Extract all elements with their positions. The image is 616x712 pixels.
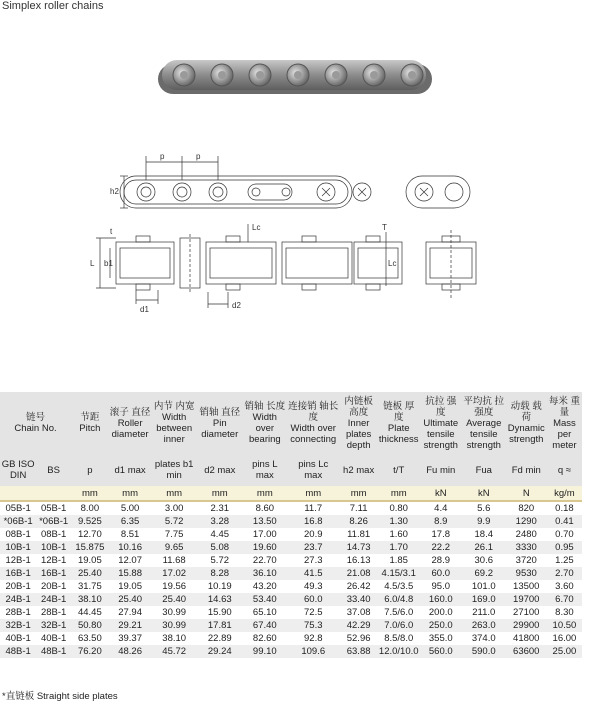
table-cell: 101.0 [471, 581, 496, 592]
table-cell: 17.81 [197, 619, 243, 632]
header-symbol: q ≈ [547, 454, 582, 486]
header-cell [243, 392, 287, 454]
chain-pin-head [408, 71, 416, 79]
table-cell: 4.5/3.5 [384, 581, 414, 592]
table-cell: 1.60 [389, 529, 408, 540]
table-cell: 560.0 [420, 645, 462, 658]
unit-cell: N [506, 486, 547, 501]
table-row [0, 567, 582, 580]
table-cell: 211.0 [472, 607, 496, 618]
table-cell: 19.05 [77, 555, 102, 566]
table-cell: 08B-1 [5, 529, 31, 540]
table-cell: 16B-1 [36, 567, 71, 580]
table-cell: 5.08 [197, 541, 243, 554]
table-cell: 53.40 [243, 593, 287, 606]
table-cell: 08B-1 [40, 529, 67, 540]
table-cell: 25.00 [547, 645, 582, 658]
header-en: Chain No. [14, 423, 57, 434]
header-symbol: GB ISO DIN [0, 454, 36, 486]
header-en: Plate thickness [378, 423, 419, 445]
header-cell [339, 392, 377, 454]
header-symbol: t/T [378, 454, 420, 486]
table-cell: 18.4 [474, 529, 493, 540]
table-cell: 9.65 [151, 541, 196, 554]
header-zh: 内链板 高度 [344, 395, 373, 418]
table-cell: 3720 [515, 555, 537, 566]
table-cell: 49.3 [304, 581, 323, 592]
table-cell: 8.9 [420, 515, 462, 528]
table-cell: 9530 [506, 567, 547, 580]
table-cell: 10.16 [109, 541, 152, 554]
chain-pin-head [256, 71, 264, 79]
header-en: Width over connecting [290, 423, 337, 445]
header-cell [506, 392, 547, 454]
table-cell: 19.05 [118, 581, 142, 592]
header-row [0, 392, 582, 454]
label-b1: b1 [104, 259, 113, 268]
table-cell: 23.7 [287, 541, 339, 554]
table-cell: 20B-1 [5, 581, 31, 592]
table-cell: 20.9 [304, 529, 323, 540]
label-L: L [90, 259, 95, 268]
table-cell: 12B-1 [5, 555, 31, 566]
table-cell: 11.7 [304, 503, 323, 514]
table-cell: 2.70 [547, 567, 582, 580]
chain-pin-head [370, 71, 378, 79]
table-cell: 13.50 [243, 515, 287, 528]
table-cell: 12.07 [118, 555, 142, 566]
header-zh: 连接销 轴长度 [288, 401, 339, 423]
table-cell: 17.8 [431, 529, 451, 540]
table-cell: 36.10 [243, 567, 287, 580]
header-cell [197, 392, 243, 454]
table-cell: 7.75 [164, 529, 184, 540]
table-cell: 14.63 [197, 593, 243, 606]
table-cell: 8.51 [120, 529, 140, 540]
table-cell: 8.60 [255, 503, 275, 514]
table-cell: 0.41 [547, 515, 582, 528]
table-cell: 10B-1 [36, 541, 71, 554]
header-symbol-row [0, 454, 582, 486]
table-cell: 10B-1 [0, 541, 36, 554]
table-cell: 29.21 [109, 619, 152, 632]
header-en: Ultimate tensile strength [423, 417, 459, 451]
table-row [0, 554, 582, 567]
table-row [0, 645, 582, 658]
table-cell: 16B-1 [0, 567, 36, 580]
footnote: *直链板 Straight side plates [2, 691, 118, 702]
table-cell: 3.00 [164, 503, 184, 514]
unit-cell: mm [243, 486, 287, 501]
table-cell: 24B-1 [0, 593, 36, 606]
table-cell: 05B-1 [40, 503, 67, 514]
table-cell: 1.70 [378, 541, 420, 554]
table-cell: 92.8 [304, 633, 323, 644]
label-p2: p [196, 152, 201, 161]
header-symbol: h2 max [339, 454, 377, 486]
table-cell: 16.8 [287, 515, 339, 528]
table-row [0, 593, 582, 606]
header-symbol: Fua [462, 454, 506, 486]
table-cell: 6.0/4.8 [378, 593, 420, 606]
header-zh: 链号 [25, 412, 45, 423]
table-row [0, 632, 582, 645]
table-cell: 2.31 [210, 503, 230, 514]
table-cell: 63.50 [77, 633, 102, 644]
table-cell: 41800 [513, 633, 540, 644]
table-cell: 29.24 [197, 645, 243, 658]
table-cell: 7.0/6.0 [378, 619, 420, 632]
table-cell: 60.0 [420, 567, 462, 580]
header-zh: 链板 厚度 [383, 401, 415, 423]
table-cell: 0.80 [389, 503, 408, 514]
table-cell: 40B-1 [40, 633, 67, 644]
table-cell: 40B-1 [5, 633, 31, 644]
unit-cell [36, 486, 71, 501]
table-cell: 52.96 [346, 633, 371, 644]
header-cell [378, 392, 420, 454]
table-cell: 27100 [513, 607, 540, 618]
table-cell: 1.85 [389, 555, 408, 566]
header-cell [547, 392, 582, 454]
table-cell: 25.40 [109, 593, 152, 606]
table-cell: 8.28 [197, 567, 243, 580]
units-row [0, 486, 582, 501]
table-cell: 95.0 [431, 581, 451, 592]
header-en: Width between inner [156, 412, 193, 445]
unit-cell: mm [151, 486, 196, 501]
header-en: Roller diameter [111, 417, 149, 440]
table-cell: 27.94 [118, 607, 142, 618]
chain-pin-head [218, 71, 226, 79]
unit-cell: mm [339, 486, 377, 501]
header-symbol: BS [36, 454, 71, 486]
table-cell: 22.2 [420, 541, 462, 554]
table-cell: 26.1 [462, 541, 506, 554]
unit-cell: mm [71, 486, 109, 501]
label-t: t [110, 227, 113, 236]
table-cell: 11.68 [162, 555, 186, 566]
table-cell: 32B-1 [0, 619, 36, 632]
table-cell: 355.0 [428, 633, 453, 644]
header-zh: 内节 内宽 [153, 401, 195, 412]
table-cell: 50.80 [71, 619, 109, 632]
table-row [0, 515, 582, 528]
table-cell: 15.88 [109, 567, 152, 580]
table-cell: 15.90 [207, 607, 232, 618]
table-cell: 30.99 [162, 607, 187, 618]
table-cell: 42.29 [339, 619, 377, 632]
side-view [96, 224, 476, 308]
header-zh: 每米 重量 [548, 395, 580, 418]
table-cell: 24B-1 [36, 593, 71, 606]
table-cell: 16.13 [346, 555, 371, 566]
table-cell: 30.99 [151, 619, 196, 632]
table-cell: 0.95 [547, 541, 582, 554]
unit-cell: kN [462, 486, 506, 501]
table-cell: 590.0 [462, 645, 506, 658]
label-d1: d1 [140, 305, 149, 314]
header-zh: 节距 [80, 412, 100, 423]
unit-cell: mm [378, 486, 420, 501]
table-cell: 17.02 [151, 567, 196, 580]
header-symbol: d2 max [197, 454, 243, 486]
header-cell [109, 392, 152, 454]
table-cell: 9.525 [71, 515, 109, 528]
header-zh: 抗拉 强度 [425, 395, 457, 418]
table-cell: 19700 [506, 593, 547, 606]
table-cell: 5.00 [120, 503, 140, 514]
table-cell: 22.70 [252, 555, 277, 566]
table-cell: 7.11 [349, 503, 368, 514]
table-cell: 29900 [506, 619, 547, 632]
table-cell: 05B-1 [5, 503, 31, 514]
table-cell: 1.25 [555, 555, 574, 566]
table-cell: 38.10 [71, 593, 109, 606]
table-cell: 7.5/6.0 [384, 607, 414, 618]
table-cell: *06B-1 [36, 515, 71, 528]
table-cell: 2480 [515, 529, 537, 540]
table-cell: 109.6 [287, 645, 339, 658]
unit-cell: mm [197, 486, 243, 501]
header-symbol: pins L max [243, 454, 287, 486]
table-cell: 63600 [506, 645, 547, 658]
table-cell: 15.875 [71, 541, 109, 554]
table-row [0, 528, 582, 541]
table-cell: 1.30 [378, 515, 420, 528]
table-cell: 9.9 [462, 515, 506, 528]
table-cell: 263.0 [462, 619, 506, 632]
table-cell: 69.2 [462, 567, 506, 580]
header-cell [462, 392, 506, 454]
table-cell: 28.9 [431, 555, 451, 566]
table-cell: 17.00 [252, 529, 277, 540]
table-cell: 63.88 [339, 645, 377, 658]
table-cell: 20B-1 [40, 581, 67, 592]
label-T: T [382, 223, 387, 232]
header-zh: 销轴 长度 [244, 401, 286, 412]
chain-pin-head [180, 71, 188, 79]
table-cell: 25.40 [71, 567, 109, 580]
table-cell: 31.75 [77, 581, 102, 592]
table-cell: 8.5/8.0 [384, 633, 414, 644]
header-cell [0, 392, 71, 454]
header-symbol: plates b1 min [151, 454, 196, 486]
table-cell: 26.42 [346, 581, 371, 592]
table-cell: 169.0 [462, 593, 506, 606]
label-d2: d2 [232, 301, 241, 310]
header-en: Average tensile strength [466, 417, 502, 451]
table-cell: 11.81 [347, 529, 371, 540]
table-cell: 38.10 [162, 633, 187, 644]
header-symbol: Fd min [506, 454, 547, 486]
table-cell: 48B-1 [0, 645, 36, 658]
table-cell: 5.6 [477, 503, 491, 514]
table-cell: 30.6 [474, 555, 493, 566]
header-cell [420, 392, 462, 454]
table-cell: 41.5 [287, 567, 339, 580]
header-zh: 平均抗 拉强度 [463, 395, 505, 418]
chain-pin-head [294, 71, 302, 79]
table-cell: 6.70 [547, 593, 582, 606]
label-p1: p [160, 152, 165, 161]
chain-photo [154, 52, 440, 108]
table-cell: 19.60 [243, 541, 287, 554]
header-cell [287, 392, 339, 454]
table-cell: 25.40 [151, 593, 196, 606]
table-cell: 48B-1 [36, 645, 71, 658]
header-en: Mass per meter [552, 417, 577, 451]
header-en: Pin diameter [201, 417, 239, 440]
table-row [0, 580, 582, 593]
header-cell [71, 392, 109, 454]
table-cell: 4.4 [434, 503, 448, 514]
table-cell: 65.10 [252, 607, 277, 618]
table-cell: 72.5 [304, 607, 323, 618]
table-cell: 8.26 [339, 515, 377, 528]
table-cell: 12.70 [77, 529, 102, 540]
unit-cell: kN [420, 486, 462, 501]
table-cell: 374.0 [471, 633, 496, 644]
table-cell: 22.89 [207, 633, 232, 644]
table-cell: 8.30 [555, 607, 574, 618]
table-row [0, 619, 582, 632]
table-cell: 820 [518, 503, 535, 514]
table-cell: 44.45 [77, 607, 102, 618]
table-cell: 0.70 [555, 529, 574, 540]
table-cell: 75.3 [287, 619, 339, 632]
table-cell: 3.28 [197, 515, 243, 528]
chain-technical-drawing [90, 150, 516, 320]
table-cell: 37.08 [346, 607, 371, 618]
unit-cell: mm [109, 486, 152, 501]
table-cell: 67.40 [243, 619, 287, 632]
table-cell: 76.20 [71, 645, 109, 658]
chain-pin-head [332, 71, 340, 79]
table-row [0, 606, 582, 619]
table-cell: 21.08 [339, 567, 377, 580]
header-symbol: pins Lc max [287, 454, 339, 486]
table-cell: 12B-1 [40, 555, 67, 566]
table-row [0, 541, 582, 554]
table-cell: 14.73 [339, 541, 377, 554]
page-title: Simplex roller chains [2, 0, 104, 12]
spec-table [0, 392, 582, 658]
table-cell: 250.0 [420, 619, 462, 632]
table-cell: 28B-1 [5, 607, 31, 618]
table-cell: 160.0 [420, 593, 462, 606]
table-cell: 6.35 [109, 515, 152, 528]
table-cell: *06B-1 [0, 515, 36, 528]
table-cell: 16.00 [552, 633, 577, 644]
table-cell: 1290 [506, 515, 547, 528]
table-cell: 5.72 [210, 555, 230, 566]
table-cell: 3.60 [555, 581, 574, 592]
header-zh: 动载 载荷 [510, 401, 542, 423]
table-cell: 13500 [513, 581, 540, 592]
table-cell: 5.72 [151, 515, 196, 528]
unit-cell: mm [287, 486, 339, 501]
header-zh: 滚子 直径 [109, 406, 151, 418]
table-cell: 4.45 [210, 529, 230, 540]
header-en: Pitch [79, 423, 101, 434]
table-cell: 3330 [506, 541, 547, 554]
unit-cell [0, 486, 36, 501]
header-en: Width over bearing [248, 412, 281, 445]
table-cell: 19.56 [162, 581, 187, 592]
table-row [0, 501, 582, 515]
label-Lc: Lc [388, 259, 397, 268]
label-h2: h2 [110, 187, 119, 196]
table-cell: 4.15/3.1 [378, 567, 420, 580]
header-cell [151, 392, 196, 454]
table-cell: 39.37 [118, 633, 142, 644]
top-view [120, 156, 470, 208]
table-cell: 99.10 [243, 645, 287, 658]
table-cell: 27.3 [304, 555, 323, 566]
table-cell: 60.0 [287, 593, 339, 606]
table-cell: 10.50 [547, 619, 582, 632]
unit-cell: kg/m [547, 486, 582, 501]
header-symbol: Fu min [420, 454, 462, 486]
header-zh: 销轴 直径 [199, 406, 241, 418]
table-cell: 32B-1 [36, 619, 71, 632]
table-cell: 200.0 [428, 607, 453, 618]
table-cell: 0.18 [555, 503, 574, 514]
table-cell: 45.72 [151, 645, 196, 658]
table-cell: 10.19 [207, 581, 232, 592]
table-cell: 12.0/10.0 [378, 646, 419, 657]
header-symbol: p [71, 454, 109, 486]
table-cell: 48.26 [109, 645, 152, 658]
table-cell: 8.00 [80, 503, 100, 514]
table-cell: 33.40 [339, 593, 377, 606]
table-cell: 28B-1 [40, 607, 67, 618]
header-symbol: d1 max [109, 454, 152, 486]
header-en: Inner plates depth [345, 417, 372, 451]
header-en: Dynamic strength [507, 423, 545, 445]
table-cell: 82.60 [252, 633, 277, 644]
table-cell: 43.20 [252, 581, 277, 592]
label-Lc-top: Lc [252, 223, 261, 232]
